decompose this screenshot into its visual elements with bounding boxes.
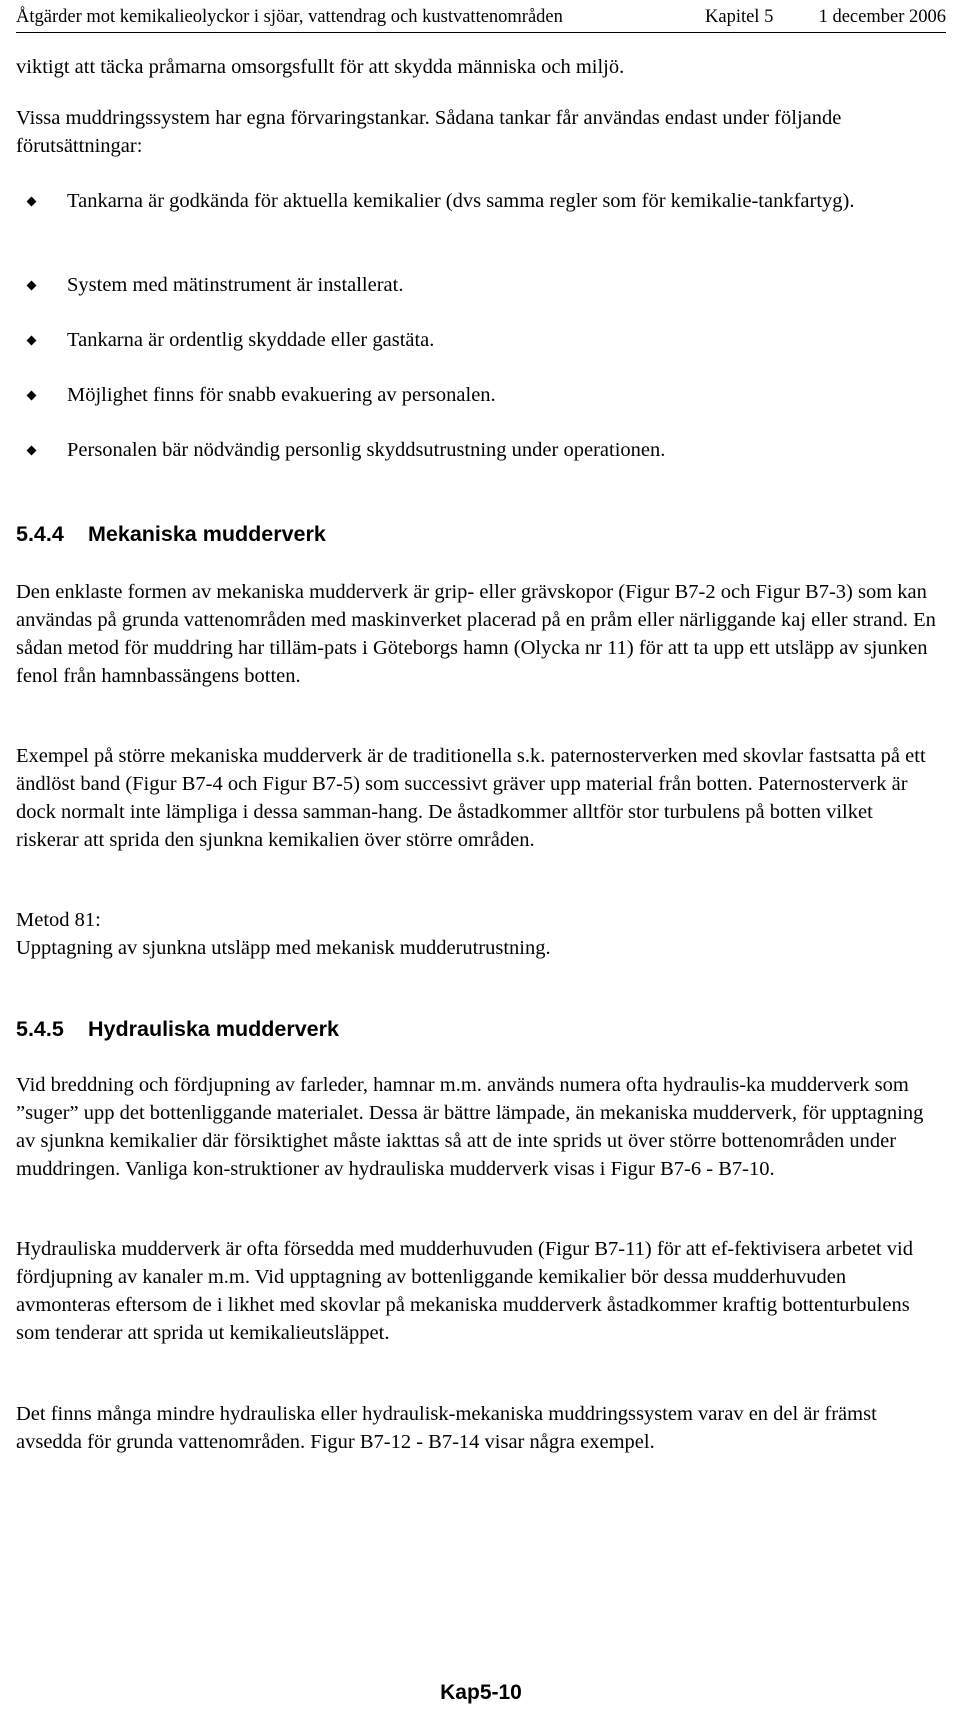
paragraph-hydraulic-2: Hydrauliska mudderverk är ofta försedda med mudderhuvuden (Figur B7-11) för att ef-fektivisera arbetet vid fördjupning av kanaler m.m. Vid upptagning av bottenliggande kemikalier bör dessa mudderhuvuden avmonteras eftersom de i likhet med skovlar på mekaniska mudderverk åstadkommer kraftig bottenturbulens som tenderar att sprida ut kemikalieutsläppet. bbox=[16, 1238, 913, 1344]
continuation-paragraph: viktigt att täcka pråmarna omsorgsfullt för att skydda människa och miljö. bbox=[16, 56, 625, 78]
paragraph-hydraulic-1: Vid breddning och fördjupning av farleder, hamnar m.m. används numera ofta hydraulis-ka mudderverk som ”suger” upp det bottenliggande materialet. Dessa är bättre lämpade, än mekaniska mudderverk, för upptagning av sjunkna kemikalier där försiktighet måste iakttas så att de inte sprids ut över större bottenområden under muddringen. Vanliga kon-struktioner av hydrauliska mudderverk visas i Figur B7-6 - B7-10. bbox=[16, 1074, 924, 1180]
running-header bbox=[16, 6, 946, 33]
section-number: 5.4.4 bbox=[16, 522, 64, 546]
diamond-bullet-icon bbox=[27, 391, 37, 401]
diamond-bullet-icon bbox=[27, 446, 37, 456]
list-item-text: Tankarna är ordentlig skyddade eller gastäta. bbox=[67, 329, 435, 351]
list-item-text: Möjlighet finns för snabb evakuering av personalen. bbox=[67, 384, 496, 406]
section-title: Mekaniska mudderverk bbox=[88, 522, 326, 546]
list-item bbox=[16, 187, 946, 215]
list-item-text: Tankarna är godkända för aktuella kemikalier (dvs samma regler som för kemikalie-tankfartyg). bbox=[67, 190, 855, 212]
section-heading-5-4-5 bbox=[16, 1015, 339, 1043]
section-title: Hydrauliska mudderverk bbox=[88, 1017, 339, 1041]
paragraph-hydraulic-3: Det finns många mindre hydrauliska eller hydraulisk-mekaniska muddringssystem varav en del är främst avsedda för grunda vattenområden. Figur B7-12 - B7-14 visar några exempel. bbox=[16, 1403, 877, 1453]
section-heading-5-4-4 bbox=[16, 520, 326, 548]
diamond-bullet-icon bbox=[27, 336, 37, 346]
paragraph-mechanical-2: Exempel på större mekaniska mudderverk är de traditionella s.k. paternosterverken med skovlar fastsatta på ett ändlöst band (Figur B7-4 och Figur B7-5) som successivt gräver upp material från botten. Paternosterverk är dock normalt inte lämpliga i dessa samman-hang. De åstadkommer alltför stor turbulens på botten vilket riskerar att sprida den sjunkna kemikalien över större områden. bbox=[16, 745, 926, 851]
diamond-bullet-icon bbox=[27, 197, 37, 207]
list-item bbox=[16, 381, 946, 409]
list-item bbox=[16, 436, 946, 464]
header-chapter: Kapitel 5 bbox=[705, 7, 774, 27]
section-number: 5.4.5 bbox=[16, 1017, 64, 1041]
paragraph-mechanical-1: Den enklaste formen av mekaniska mudderverk är grip- eller grävskopor (Figur B7-2 och Figur B7-3) som kan användas på grunda vattenområden med maskinverket placerad på en pråm eller närliggande kaj eller strand. En sådan metod för muddring har tilläm-pats i Göteborgs hamn (Olycka nr 11) för att ta upp ett utsläpp av sjunken fenol från hamnbassängens botten. bbox=[16, 581, 936, 687]
diamond-bullet-icon bbox=[27, 281, 37, 291]
list-item-text: Personalen bär nödvändig personlig skyddsutrustning under operationen. bbox=[67, 439, 666, 461]
method-label: Metod 81: bbox=[16, 909, 101, 931]
method-text: Upptagning av sjunkna utsläpp med mekanisk mudderutrustning. bbox=[16, 937, 551, 959]
list-item-text: System med mätinstrument är installerat. bbox=[67, 274, 404, 296]
page-number: Kap5-10 bbox=[440, 1681, 522, 1704]
storage-paragraph: Vissa muddringssystem har egna förvaringstankar. Sådana tankar får användas endast under följande förutsättningar: bbox=[16, 107, 842, 157]
header-title: Åtgärder mot kemikalieolyckor i sjöar, vattendrag och kustvattenområden bbox=[16, 7, 563, 27]
list-item bbox=[16, 326, 946, 354]
list-item bbox=[16, 271, 946, 299]
header-date: 1 december 2006 bbox=[818, 7, 946, 27]
